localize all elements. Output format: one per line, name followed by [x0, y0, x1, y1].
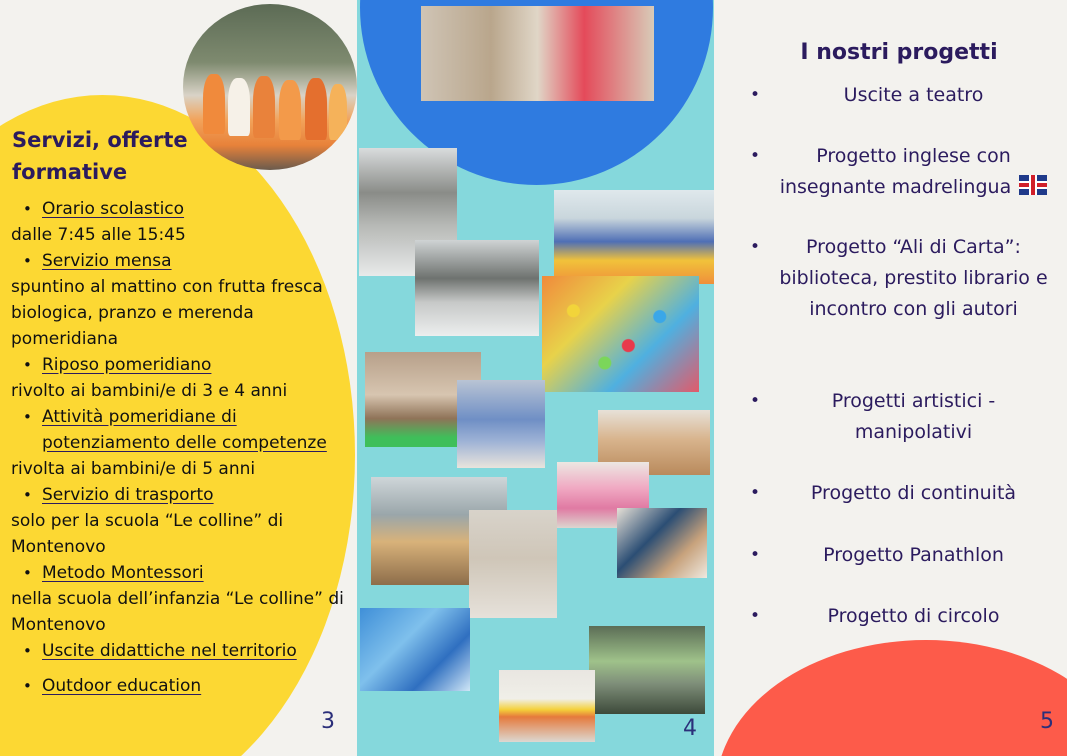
- service-label[interactable]: Servizio mensa: [42, 251, 172, 271]
- circle-time-photo: [457, 380, 545, 468]
- service-label[interactable]: Servizio di trasporto: [42, 485, 214, 505]
- services-title: Servizi, offerte formative: [12, 128, 188, 184]
- service-item[interactable]: [11, 638, 351, 664]
- page-4-panel: [357, 0, 714, 756]
- project-label: Progetto di continuità: [810, 482, 1017, 504]
- children-at-table-photo: [421, 6, 654, 101]
- project-label: Progetto di circolo: [827, 605, 1000, 627]
- project-item[interactable]: • Progetto di continuità: [714, 478, 1067, 509]
- service-label[interactable]: Riposo pomeridiano: [42, 355, 212, 375]
- project-item[interactable]: • Progetto inglese con insegnante madrelingua: [714, 141, 1067, 203]
- page-number: 3: [321, 709, 335, 734]
- service-item[interactable]: [11, 482, 351, 508]
- project-label: Progetto Panathlon: [823, 544, 1004, 566]
- service-item[interactable]: [11, 673, 351, 699]
- service-description: solo per la scuola “Le colline” di Montenovo: [11, 511, 284, 557]
- projection-room-photo: [589, 626, 705, 714]
- projects-title: I nostri progetti: [800, 40, 998, 65]
- blue-artwork-photo: [360, 608, 470, 691]
- page-number: 4: [683, 716, 697, 741]
- service-description: dalle 7:45 alle 15:45: [11, 225, 186, 245]
- child-playing-photo: [617, 508, 707, 578]
- services-list: [11, 196, 351, 699]
- string-floor-photo: [469, 510, 557, 618]
- service-label[interactable]: Metodo Montessori: [42, 563, 204, 583]
- project-label: Uscite a teatro: [843, 84, 984, 106]
- page-number: 5: [1040, 709, 1054, 734]
- ball-pit-photo: [542, 276, 699, 392]
- light-table-photo: [499, 670, 595, 742]
- service-label[interactable]: Outdoor education: [42, 676, 202, 696]
- service-label[interactable]: Uscite didattiche nel territorio: [42, 641, 297, 661]
- coral-background-shape: [716, 640, 1067, 756]
- project-item[interactable]: • Progetto Panathlon: [714, 540, 1067, 571]
- classroom-mats-photo: [554, 190, 714, 284]
- project-item[interactable]: • Progetti artistici - manipolativi: [714, 386, 1067, 448]
- service-item[interactable]: [11, 248, 351, 274]
- page-3-panel: [0, 0, 357, 756]
- uk-flag-icon: [1019, 175, 1047, 195]
- service-item[interactable]: [11, 352, 351, 378]
- service-description: spuntino al mattino con frutta fresca biologica, pranzo e merenda pomeridiana: [11, 277, 323, 349]
- service-label[interactable]: Orario scolastico: [42, 199, 185, 219]
- project-label: Progetto inglese con insegnante madrelingua: [779, 145, 1012, 198]
- service-description: rivolta ai bambini/e di 5 anni: [11, 459, 256, 479]
- page-5-panel: [714, 0, 1067, 756]
- project-label: Progetto “Ali di Carta”: biblioteca, prestito librario e incontro con gli autori: [779, 236, 1048, 320]
- project-item[interactable]: • Uscite a teatro: [714, 80, 1067, 111]
- project-item[interactable]: • Progetto “Ali di Carta”: biblioteca, prestito librario e incontro con gli autori: [714, 232, 1067, 325]
- service-description: nella scuola dell’infanzia “Le colline” di Montenovo: [11, 589, 344, 635]
- service-label[interactable]: Attività pomeridiane di potenziamento delle competenze: [42, 407, 327, 453]
- project-label: Progetti artistici - manipolativi: [831, 390, 996, 443]
- project-item[interactable]: • Progetto di circolo: [714, 601, 1067, 632]
- service-description: rivolto ai bambini/e di 3 e 4 anni: [11, 381, 288, 401]
- service-item[interactable]: [11, 404, 351, 456]
- service-item[interactable]: [11, 196, 351, 222]
- snowy-playground-photo: [415, 240, 539, 336]
- service-item[interactable]: [11, 560, 351, 586]
